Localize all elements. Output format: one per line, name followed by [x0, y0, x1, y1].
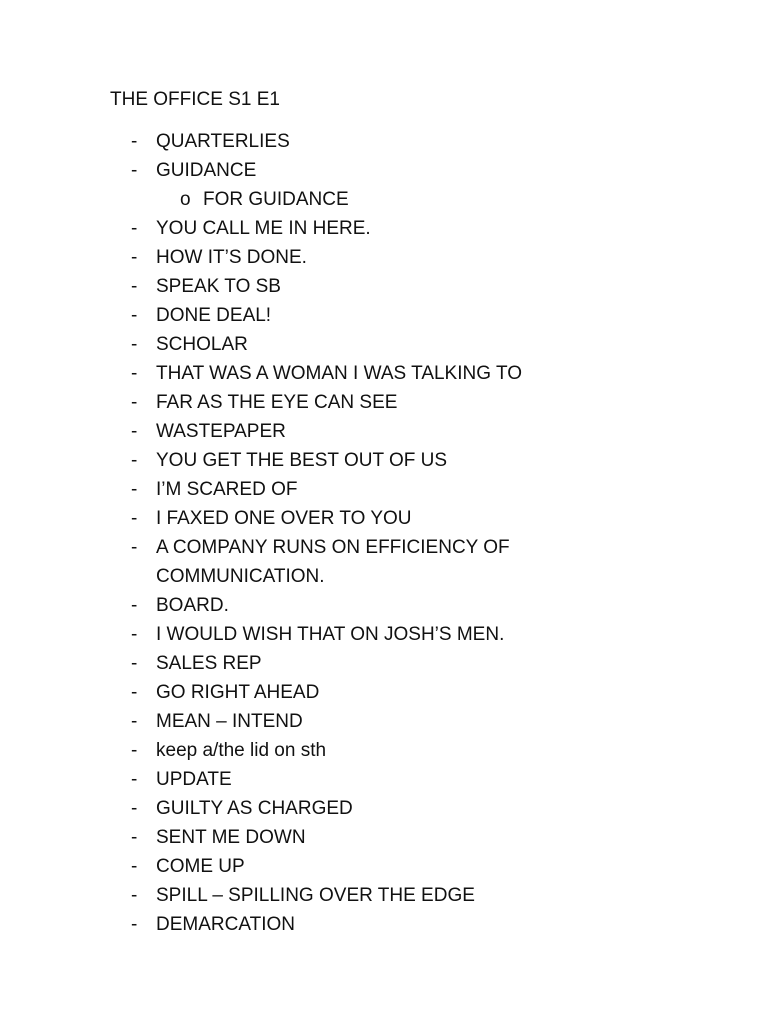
list-item — [0, 272, 768, 301]
dash-bullet: - — [131, 653, 138, 674]
list-item — [0, 620, 768, 649]
list-item — [0, 678, 768, 707]
dash-bullet: - — [131, 450, 138, 471]
sub-list-item — [0, 185, 768, 214]
list-item-text: SALES REP — [156, 653, 262, 674]
list-item — [0, 359, 768, 388]
list-item-text: QUARTERLIES — [156, 131, 290, 152]
list-item-text: SPEAK TO SB — [156, 276, 281, 297]
list-item — [0, 794, 768, 823]
list-item-text: DEMARCATION — [156, 914, 295, 935]
dash-bullet: - — [131, 595, 138, 616]
dash-bullet: - — [131, 131, 138, 152]
list-item — [0, 156, 768, 185]
list-item — [0, 388, 768, 417]
list-item-text: FOR GUIDANCE — [203, 189, 349, 210]
list-item-text: SPILL – SPILLING OVER THE EDGE — [156, 885, 475, 906]
list-item — [0, 765, 768, 794]
dash-bullet: - — [131, 508, 138, 529]
dash-bullet: - — [131, 856, 138, 877]
dash-bullet: - — [131, 624, 138, 645]
dash-bullet: - — [131, 827, 138, 848]
list-item — [0, 852, 768, 881]
dash-bullet: - — [131, 247, 138, 268]
dash-bullet: - — [131, 914, 138, 935]
dash-bullet: - — [131, 305, 138, 326]
list-item — [0, 243, 768, 272]
list-item — [0, 214, 768, 243]
list-item-text: YOU GET THE BEST OUT OF US — [156, 450, 448, 471]
list-item-text: HOW IT’S DONE. — [156, 247, 307, 268]
list-item — [0, 330, 768, 359]
list-item — [0, 736, 768, 765]
list-item-text: DONE DEAL! — [156, 305, 272, 326]
list-item-text: COME UP — [156, 856, 245, 877]
list-item-text: YOU CALL ME IN HERE. — [156, 218, 371, 239]
list-item — [0, 446, 768, 475]
list-item — [0, 417, 768, 446]
dash-bullet: - — [131, 160, 138, 181]
list-item-text: BOARD. — [156, 595, 229, 616]
list-item-text: WASTEPAPER — [156, 421, 286, 442]
list-item — [0, 301, 768, 330]
dash-bullet: - — [131, 218, 138, 239]
list-item-text: I’M SCARED OF — [156, 479, 298, 500]
list-item — [0, 475, 768, 504]
list-item-text: SCHOLAR — [156, 334, 248, 355]
dash-bullet: - — [131, 682, 138, 703]
list-item-text: A COMPANY RUNS ON EFFICIENCY OF COMMUNICATION. — [156, 537, 510, 587]
list-item-text: GO RIGHT AHEAD — [156, 682, 320, 703]
document-title: THE OFFICE S1 E1 — [110, 89, 280, 110]
list-item — [0, 707, 768, 736]
list-item-text: FAR AS THE EYE CAN SEE — [156, 392, 398, 413]
dash-bullet: - — [131, 769, 138, 790]
dash-bullet: - — [131, 885, 138, 906]
list-item-text: I FAXED ONE OVER TO YOU — [156, 508, 412, 529]
list-item-text: GUIDANCE — [156, 160, 257, 181]
circle-bullet: o — [180, 189, 191, 210]
note-list — [0, 127, 768, 939]
dash-bullet: - — [131, 363, 138, 384]
list-item-text: THAT WAS A WOMAN I WAS TALKING TO — [156, 363, 522, 384]
list-item — [0, 533, 768, 591]
dash-bullet: - — [131, 334, 138, 355]
dash-bullet: - — [131, 537, 138, 558]
dash-bullet: - — [131, 392, 138, 413]
dash-bullet: - — [131, 276, 138, 297]
list-item — [0, 910, 768, 939]
dash-bullet: - — [131, 798, 138, 819]
list-item — [0, 504, 768, 533]
list-item-text: SENT ME DOWN — [156, 827, 306, 848]
list-item-text: UPDATE — [156, 769, 232, 790]
list-item — [0, 823, 768, 852]
dash-bullet: - — [131, 711, 138, 732]
list-item — [0, 881, 768, 910]
list-item-text: I WOULD WISH THAT ON JOSH’S MEN. — [156, 624, 505, 645]
list-item-text: keep a/the lid on sth — [156, 740, 327, 761]
list-item — [0, 649, 768, 678]
list-item — [0, 591, 768, 620]
list-item-text: MEAN – INTEND — [156, 711, 303, 732]
dash-bullet: - — [131, 479, 138, 500]
list-item — [0, 127, 768, 156]
dash-bullet: - — [131, 421, 138, 442]
list-item-text: GUILTY AS CHARGED — [156, 798, 353, 819]
dash-bullet: - — [131, 740, 138, 761]
